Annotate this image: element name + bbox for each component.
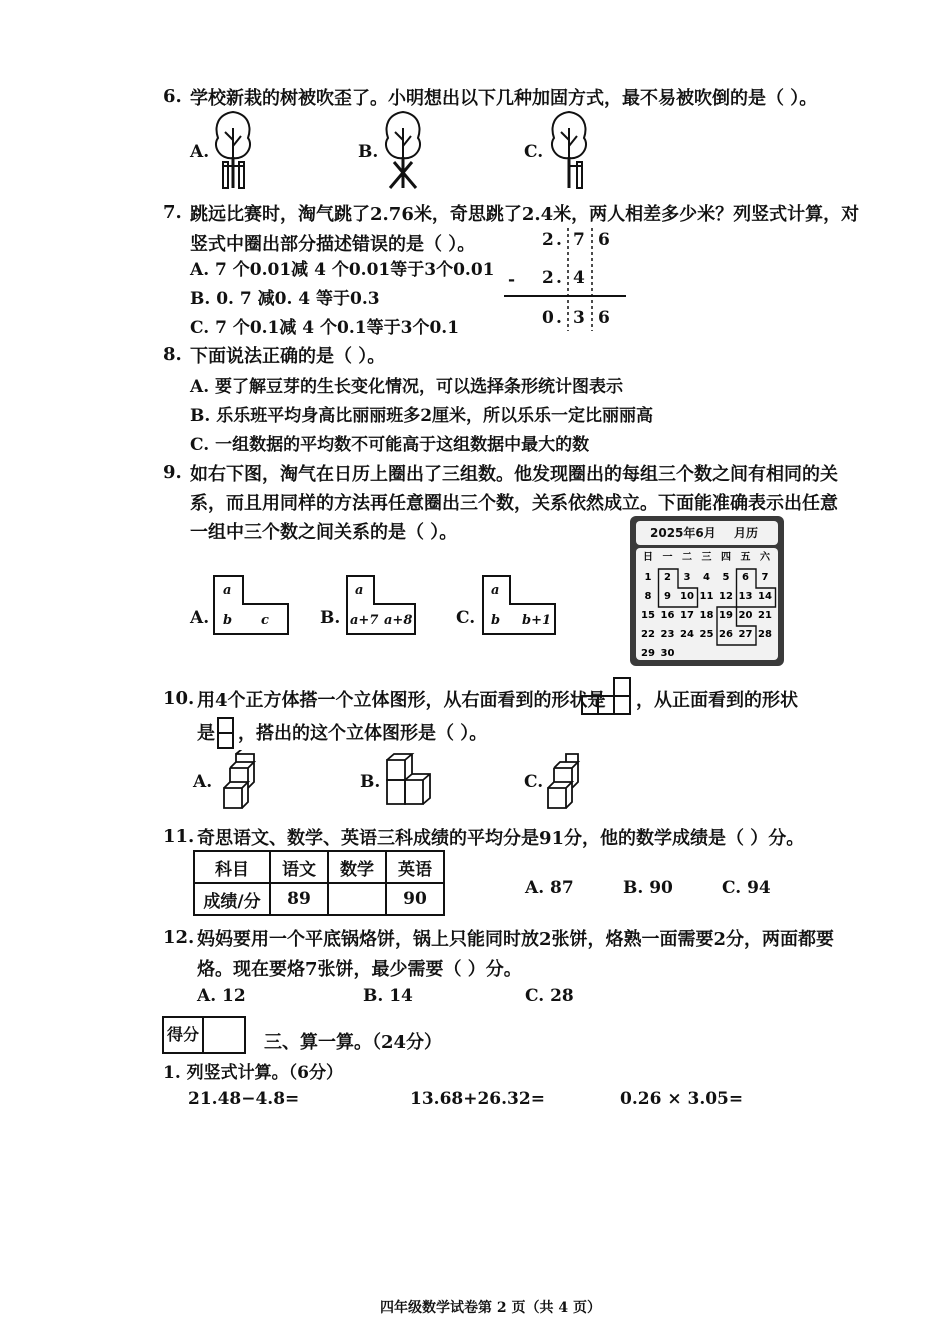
calendar-day: 8 bbox=[644, 591, 652, 602]
calc-row1-d2: 7 bbox=[573, 230, 585, 250]
calendar-day: 17 bbox=[680, 610, 694, 621]
calendar-day: 4 bbox=[703, 572, 710, 583]
calc-row3-d2: 3 bbox=[573, 308, 585, 328]
score-box-label: 得分 bbox=[164, 1018, 204, 1052]
q9-line1: 如右下图，淘气在日历上圈出了三组数。他发现圈出的每组三个数之间有相同的关 bbox=[190, 464, 838, 485]
section3-title: 三、算一算。（24分） bbox=[264, 1032, 443, 1053]
shape-b-top: a bbox=[355, 583, 364, 598]
tree-stakes-single-image bbox=[544, 108, 594, 190]
q6-text: 学校新栽的树被吹歪了。小明想出以下几种加固方式，最不易被吹倒的是（ ）。 bbox=[190, 88, 818, 109]
q7-number: 7. bbox=[163, 202, 182, 223]
calendar-day: 26 bbox=[719, 629, 733, 640]
q6-option-c-label: C. bbox=[524, 142, 544, 162]
calendar-day: 29 bbox=[641, 648, 655, 659]
shape-a-br: c bbox=[261, 613, 269, 628]
q12-option-c: C. 28 bbox=[525, 986, 574, 1006]
calendar-day: 23 bbox=[660, 629, 675, 640]
q10-number: 10. bbox=[163, 688, 195, 709]
calendar-day: 21 bbox=[758, 610, 772, 621]
calendar-day: 9 bbox=[664, 591, 671, 602]
calc-row1-d1: 2 bbox=[542, 230, 554, 250]
calendar-day: 6 bbox=[742, 572, 749, 583]
shape-a-bl: b bbox=[223, 613, 233, 628]
calc-row2-point: . bbox=[556, 268, 562, 288]
calendar-weekday: 五 bbox=[740, 552, 751, 563]
calendar-day: 22 bbox=[641, 629, 655, 640]
right-view-shape bbox=[580, 676, 632, 716]
calendar-day: 15 bbox=[641, 610, 655, 621]
q10-line1a: 用4个正方体搭一个立体图形，从右面看到的形状是 bbox=[197, 690, 606, 711]
cube-stack-c-image bbox=[544, 750, 584, 812]
calc-row3-d3: 6 bbox=[598, 308, 610, 328]
q12-number: 12. bbox=[163, 927, 195, 948]
score-table-header bbox=[194, 851, 444, 883]
calendar-day: 24 bbox=[680, 629, 694, 640]
q9-option-c-shape bbox=[482, 575, 556, 635]
q7-option-b: B. 0. 7 减0. 4 等于0.3 bbox=[190, 289, 380, 309]
calendar-day: 18 bbox=[699, 610, 714, 621]
calendar-day: 20 bbox=[738, 610, 753, 621]
table-cell: 成绩/分 bbox=[194, 883, 270, 915]
q10-line2a: 是 bbox=[197, 723, 215, 744]
table-cell: 89 bbox=[270, 883, 328, 915]
calendar-day: 30 bbox=[660, 648, 675, 659]
front-view-shape bbox=[216, 716, 236, 750]
calc-row3-d1: 0 bbox=[542, 308, 554, 328]
q9-line2: 系，而且用同样的方法再任意圈出三个数，关系依然成立。下面能准确表示出任意 bbox=[190, 493, 838, 514]
table-header-cell: 英语 bbox=[386, 851, 444, 883]
tree-stakes-parallel-image bbox=[208, 108, 258, 190]
calendar-day: 28 bbox=[758, 629, 772, 640]
calendar-day: 12 bbox=[719, 591, 733, 602]
q10-option-a-label: A. bbox=[193, 772, 213, 792]
score-box bbox=[162, 1016, 246, 1054]
q11-option-a: A. 87 bbox=[525, 878, 574, 898]
q7-line2: 竖式中圈出部分描述错误的是（ ）。 bbox=[190, 234, 476, 255]
table-cell bbox=[328, 883, 386, 915]
calendar-day: 1 bbox=[644, 572, 652, 583]
q9-option-a-label: A. bbox=[190, 608, 210, 628]
calendar-grid bbox=[630, 516, 784, 666]
q9-number: 9. bbox=[163, 462, 182, 483]
cube-stack-a-image bbox=[220, 750, 260, 812]
tree-stakes-crossed-image bbox=[378, 108, 428, 190]
calendar-title: 2025年6月 bbox=[650, 526, 716, 540]
calendar-weekday: 一 bbox=[662, 552, 673, 563]
calendar-day: 10 bbox=[680, 591, 694, 602]
calc-expression: 21.48−4.8= bbox=[188, 1089, 300, 1109]
q6-number: 6. bbox=[163, 86, 182, 107]
score-table bbox=[193, 850, 445, 916]
calendar-day: 16 bbox=[660, 610, 675, 621]
q7-option-c: C. 7 个0.1减 4 个0.1等于3个0.1 bbox=[190, 318, 460, 338]
calendar-weekday: 二 bbox=[682, 552, 692, 563]
vertical-subtraction bbox=[500, 226, 630, 336]
q8-option-b: B. 乐乐班平均身高比丽丽班多2厘米，所以乐乐一定比丽丽高 bbox=[190, 406, 654, 426]
score-table-row bbox=[194, 883, 444, 915]
q6-option-a-label: A. bbox=[190, 142, 210, 162]
calendar-subtitle: 月历 bbox=[734, 526, 759, 540]
q11-text: 奇思语文、数学、英语三科成绩的平均分是91分，他的数学成绩是（ ）分。 bbox=[197, 828, 805, 849]
q12-line1: 妈妈要用一个平底锅烙饼，锅上只能同时放2张饼，烙熟一面需要2分，两面都要 bbox=[197, 929, 835, 950]
table-header-cell: 数学 bbox=[328, 851, 386, 883]
shape-c-br: b+1 bbox=[522, 613, 552, 628]
q8-number: 8. bbox=[163, 344, 182, 365]
calendar-weekday: 三 bbox=[701, 552, 712, 563]
q7-line1: 跳远比赛时，淘气跳了2.76米，奇思跳了2.4米，两人相差多少米？列竖式计算，对 bbox=[190, 204, 860, 225]
q11-option-b: B. 90 bbox=[623, 878, 673, 898]
cube-stack-b-image bbox=[384, 748, 436, 810]
calendar-day: 2 bbox=[664, 572, 671, 583]
calc-row1-point: . bbox=[556, 230, 562, 250]
calc-expression: 0.26 × 3.05= bbox=[620, 1089, 744, 1109]
calendar-weekday: 日 bbox=[643, 552, 653, 563]
calendar bbox=[630, 516, 784, 666]
q12-option-a: A. 12 bbox=[197, 986, 246, 1006]
calendar-day: 11 bbox=[699, 591, 714, 602]
calendar-day: 25 bbox=[699, 629, 714, 640]
table-header-cell: 科目 bbox=[194, 851, 270, 883]
q10-option-b-label: B. bbox=[360, 772, 381, 792]
table-header-cell: 语文 bbox=[270, 851, 328, 883]
calendar-day: 27 bbox=[738, 629, 753, 640]
shape-c-top: a bbox=[491, 583, 500, 598]
calendar-day: 7 bbox=[761, 572, 769, 583]
shape-a-top: a bbox=[223, 583, 232, 598]
shape-b-bl: a+7 bbox=[350, 613, 379, 628]
shape-b-br: a+8 bbox=[384, 613, 413, 628]
calc-row1-d3: 6 bbox=[598, 230, 610, 250]
shape-c-bl: b bbox=[491, 613, 501, 628]
calc-row2-d1: 2 bbox=[542, 268, 554, 288]
q8-option-a: A. 要了解豆芽的生长变化情况，可以选择条形统计图表示 bbox=[190, 377, 624, 397]
table-cell: 90 bbox=[386, 883, 444, 915]
q12-line2: 烙。现在要烙7张饼，最少需要（ ）分。 bbox=[197, 959, 522, 980]
calc-expression: 13.68+26.32= bbox=[410, 1089, 545, 1109]
q9-option-b-shape bbox=[346, 575, 416, 635]
calendar-day: 14 bbox=[758, 591, 772, 602]
calendar-weekday: 六 bbox=[760, 552, 770, 563]
calendar-weekday: 四 bbox=[721, 552, 731, 563]
q10-option-c-label: C. bbox=[524, 772, 544, 792]
calendar-day: 13 bbox=[738, 591, 753, 602]
calc-row3-point: . bbox=[556, 308, 562, 328]
page-footer: 四年级数学试卷第 2 页（共 4 页） bbox=[380, 1300, 601, 1316]
q11-number: 11. bbox=[163, 826, 195, 847]
q9-line3: 一组中三个数之间关系的是（ ）。 bbox=[190, 522, 458, 543]
q8-text: 下面说法正确的是（ ）。 bbox=[190, 346, 386, 367]
calc-minus: - bbox=[508, 270, 516, 290]
q8-option-c: C. 一组数据的平均数不可能高于这组数据中最大的数 bbox=[190, 435, 590, 455]
q9-option-a-shape bbox=[213, 575, 289, 635]
q11-option-c: C. 94 bbox=[722, 878, 771, 898]
calendar-day: 5 bbox=[722, 572, 730, 583]
q10-line2b: ，搭出的这个立体图形是（ ）。 bbox=[238, 723, 488, 744]
q9-option-b-label: B. bbox=[320, 608, 341, 628]
q10-line1b: ，从正面看到的形状 bbox=[636, 690, 798, 711]
calc-row2-d2: 4 bbox=[573, 268, 585, 288]
q6-option-b-label: B. bbox=[358, 142, 379, 162]
section3-sub1: 1. 列竖式计算。（6分） bbox=[163, 1063, 343, 1083]
q9-option-c-label: C. bbox=[456, 608, 476, 628]
q7-option-a: A. 7 个0.01减 4 个0.01等于3个0.01 bbox=[190, 260, 495, 280]
calendar-day: 3 bbox=[683, 572, 691, 583]
calendar-day: 19 bbox=[719, 610, 733, 621]
q12-option-b: B. 14 bbox=[363, 986, 413, 1006]
